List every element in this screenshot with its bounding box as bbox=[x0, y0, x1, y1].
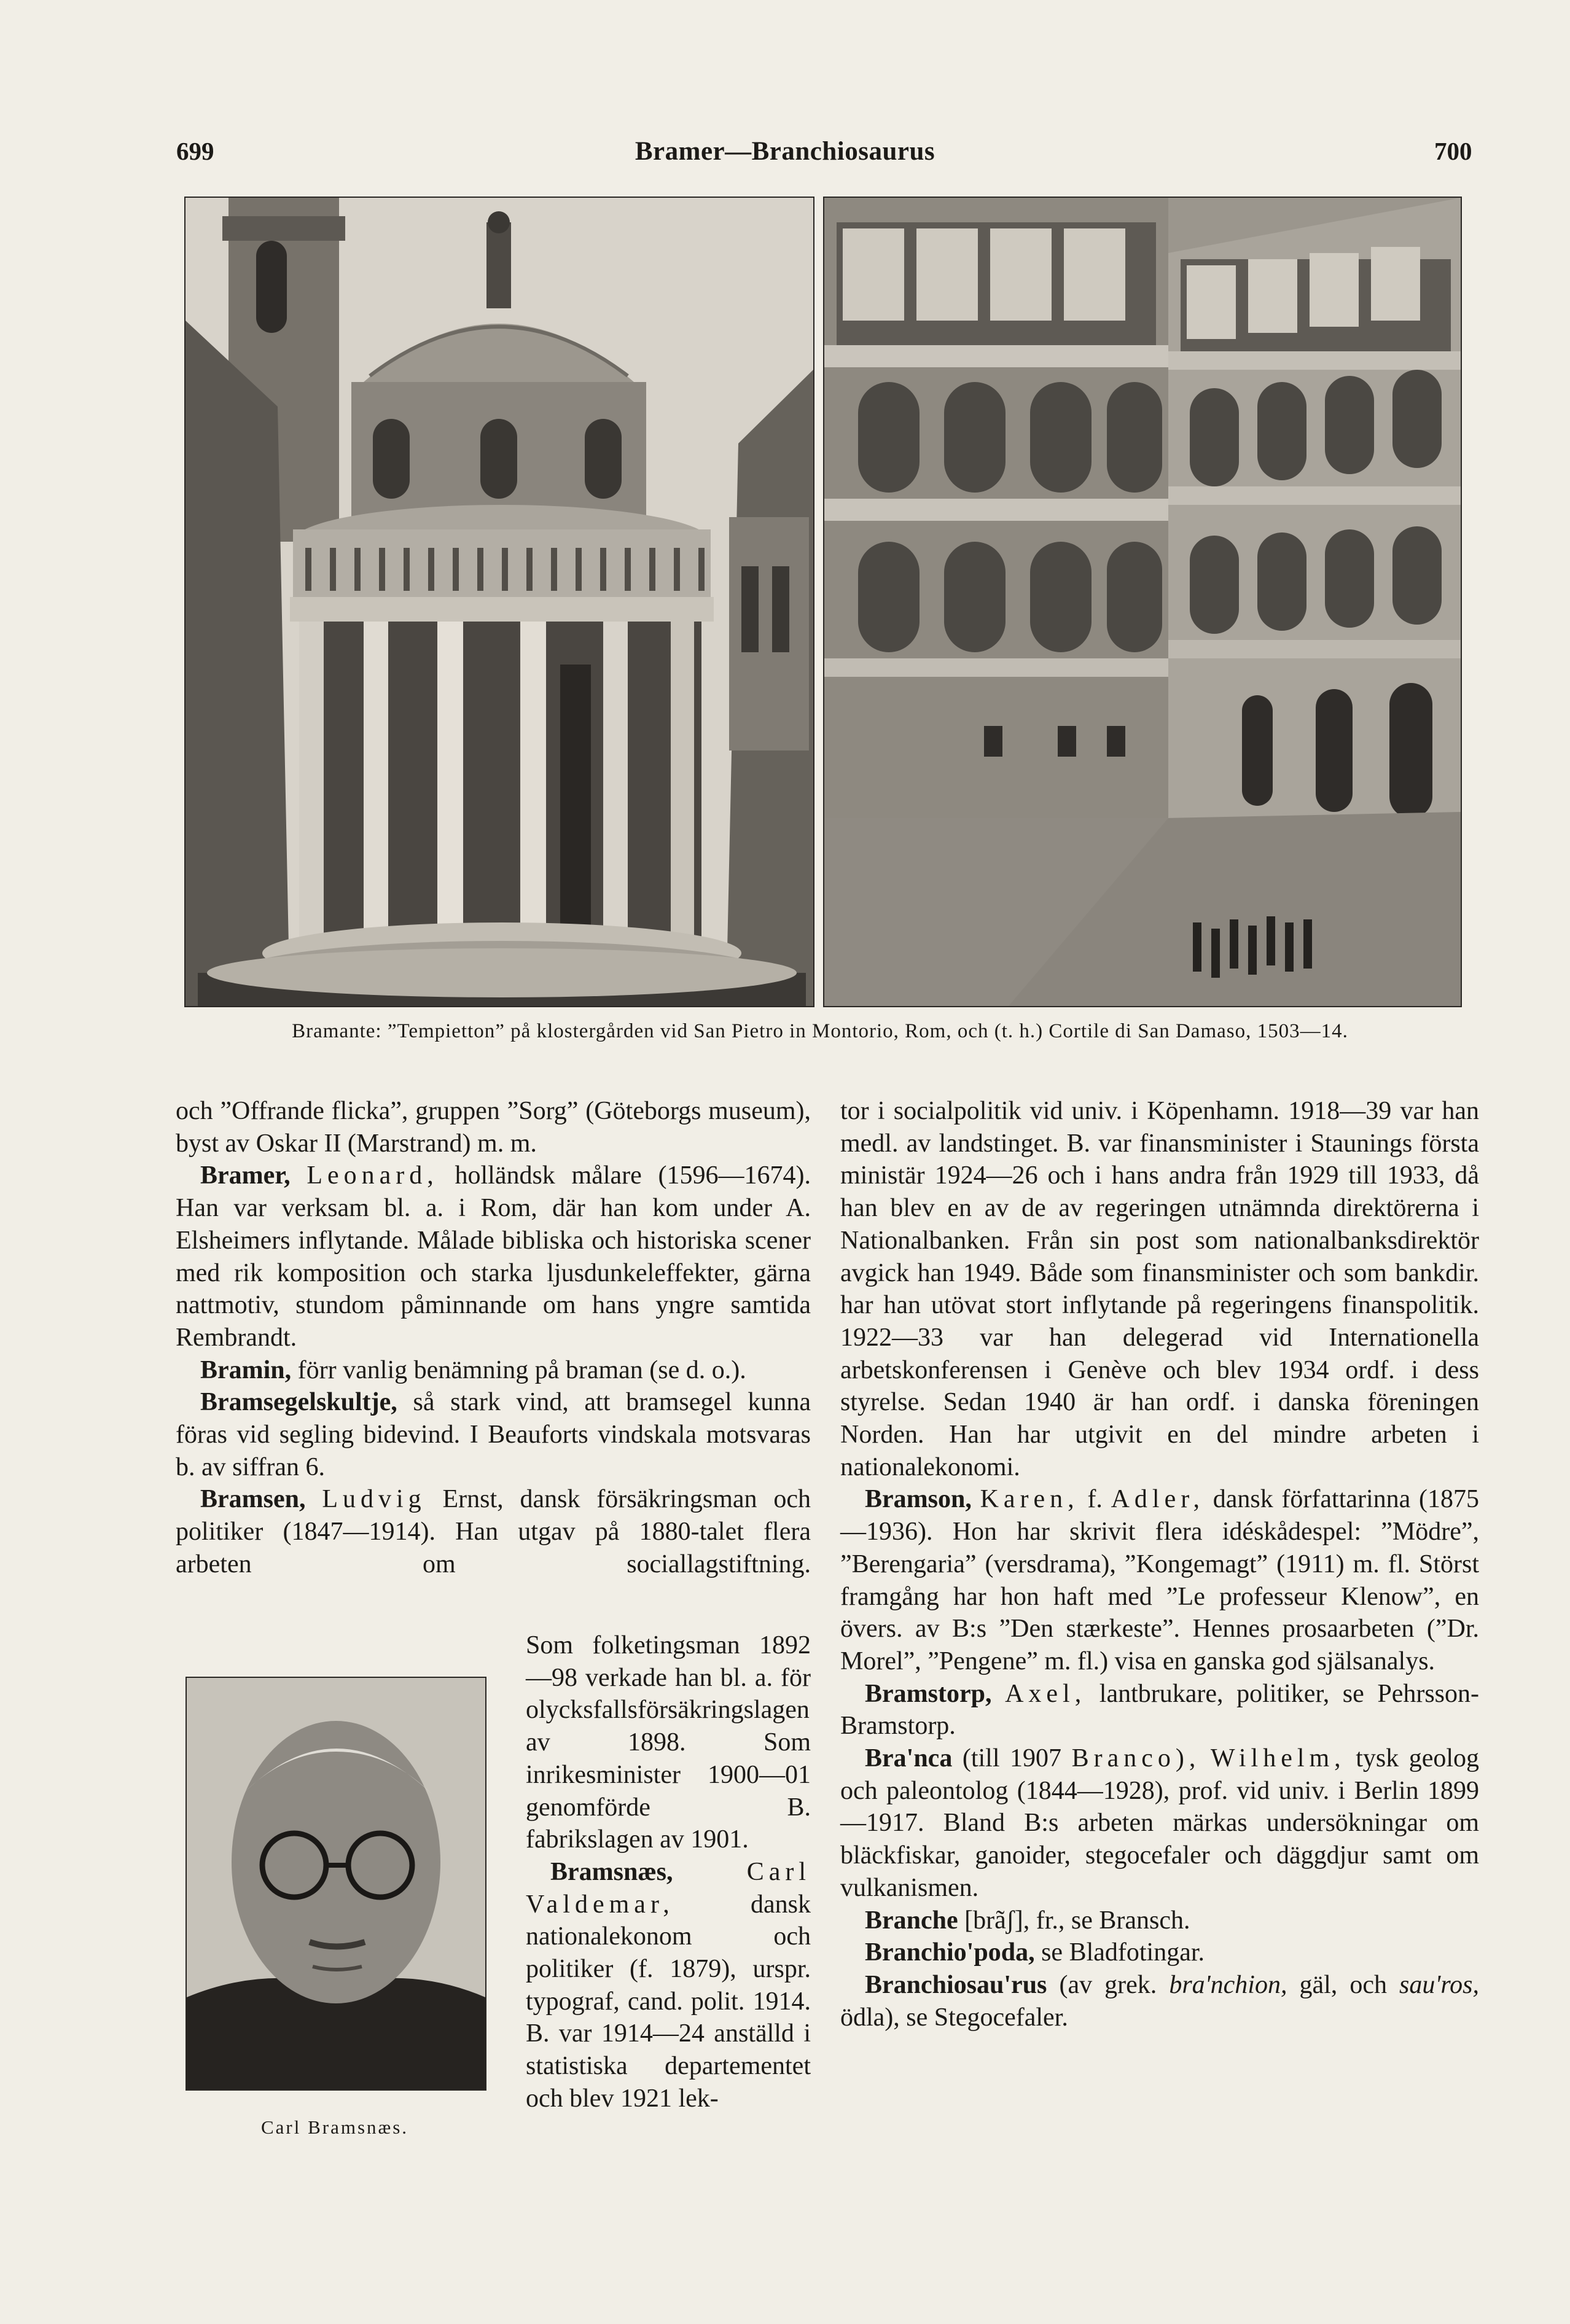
page-number-right: 700 bbox=[1434, 137, 1472, 165]
entry-bramstorp bbox=[840, 1678, 1479, 1742]
given-name: Karen, bbox=[980, 1485, 1079, 1514]
greek-word: sau'ros, bbox=[1399, 1970, 1480, 1999]
entry-text: dansk nationalekonom och politiker (f. 1879), urspr. typograf, cand. polit. 1914. B. var 1914—24 anställd i statistiska departementet och blev 1921 lek- bbox=[526, 1890, 811, 2113]
entry-text: holländsk målare (1596—1674). Han var verksam bl. a. i Rom, där han kom under A. Elsheimers inflytande. Målade bibliska och historiska scener med rik komposition och starka ljusdunkeleffekter, gärna nattmotiv, stundom påminnande om hans yngre samtida Rembrandt. bbox=[176, 1161, 811, 1352]
entry-bramer bbox=[176, 1160, 811, 1354]
entry-branchiopoda bbox=[840, 1936, 1479, 1969]
entry-branchiosaurus bbox=[840, 1969, 1479, 2033]
entry-text: så stark vind, att bramsegel kunna föras vid segling bidevind. I Beauforts vindskala motsvaras b. av siffran 6. bbox=[176, 1388, 811, 1481]
headword: Bramer, bbox=[200, 1161, 291, 1190]
former-name: Branco), bbox=[1071, 1744, 1201, 1773]
entry-text: tysk geolog och paleontolog (1844—1928), prof. vid univ. i Berlin 1899—1917. Bland B:s arbeten märkas undersökningar om bläckfiskar, ganoider, stegocefaler och däggdjur samt om vulkanismen. bbox=[840, 1744, 1480, 1902]
entry-text: (av grek. bbox=[1059, 1970, 1157, 1999]
entry-bramsegelskultje bbox=[176, 1386, 811, 1483]
tempietto-photo bbox=[184, 197, 814, 1007]
entry-text: Ernst, dansk försäkringsman och politiker (1847—1914). Han utgav på 1880-talet flera arbeten om sociallagstiftning. bbox=[176, 1485, 811, 1578]
headword: Bramin, bbox=[200, 1355, 292, 1384]
given-name: Axel, bbox=[1005, 1679, 1087, 1708]
entry-text: [brãʃ], fr., se Bransch. bbox=[964, 1906, 1190, 1935]
entry-bramsnaes bbox=[526, 1856, 811, 2115]
left-column-narrow bbox=[526, 1629, 811, 2115]
entry-text: förr vanlig benämning på braman (se d. o.). bbox=[297, 1355, 746, 1384]
headword: Bra'nca bbox=[865, 1744, 953, 1773]
continued-entry: och ”Offrande flicka”, gruppen ”Sorg” (Göteborgs museum), byst av Oskar II (Marstrand) m. m. bbox=[176, 1097, 811, 1158]
headword: Branche bbox=[865, 1906, 958, 1935]
entry-text: (till 1907 bbox=[962, 1744, 1062, 1773]
entry-text: gäl, och bbox=[1299, 1970, 1387, 1999]
entry-branca bbox=[840, 1742, 1479, 1905]
headword: Branchio'poda, bbox=[865, 1938, 1035, 1967]
page-number-left: 699 bbox=[176, 137, 214, 165]
greek-word: bra'nchion, bbox=[1169, 1970, 1287, 1999]
entry-bramin bbox=[176, 1354, 811, 1387]
entry-text: lantbrukare, politiker, se Pehrsson-Bramstorp. bbox=[840, 1679, 1480, 1741]
given-name: Wilhelm, bbox=[1210, 1744, 1346, 1773]
headword: Bramsen, bbox=[200, 1485, 306, 1514]
headword: Bramson, bbox=[865, 1485, 972, 1514]
entry-bramsen bbox=[176, 1483, 811, 1613]
maiden-name: Adler, bbox=[1111, 1485, 1205, 1514]
given-name: Ludvig bbox=[322, 1485, 426, 1514]
headword: Bramsegelskultje, bbox=[200, 1388, 397, 1417]
entry-bramson bbox=[840, 1483, 1479, 1677]
headword: Branchiosau'rus bbox=[865, 1970, 1047, 1999]
running-head: Bramer—Branchiosaurus bbox=[635, 137, 935, 166]
entry-text: dansk författarinna (1875—1936). Hon har skrivit flera idéskådespel: ”Mödre”, ”Berengaria” (versdrama), ”Kongemagt” (1911) m. fl. Störst framgång har hon haft med ”Le professeur Klenow”, en övers. av B:s ”Den stærkeste”. Hennes prosaarbeten (”Dr. Morel”, ”Pengene” m. fl.) visa en ganska god själsanalys. bbox=[840, 1485, 1479, 1675]
portrait-caption: Carl Bramsnæs. bbox=[260, 2116, 409, 2138]
entry-text: se Bladfotingar. bbox=[1041, 1938, 1205, 1967]
given-name: Leonard, bbox=[307, 1161, 439, 1190]
left-column-top bbox=[176, 1095, 811, 1613]
entry-bramsnaes-continued: tor i socialpolitik vid univ. i Köpenhamn. 1918—39 var han medl. av landstinget. B. var finansminister i Staunings första ministär 1924—26 och i hans andra från 1929 till 1933, då han blev en av de av regeringen utnämnda direktörerna i Nationalbanken. Från sin post som nationalbanksdirektör avgick han 1949. Både som finansminister och som bankdir. har han utövat stort inflytande på regeringens finanspolitik. 1922—33 var han delegerad vid Internationella arbetskonferensen i Genève och blev 1934 ordf. i dess styrelse. Sedan 1940 är han ordf. i danska föreningen Norden. Han har utgivit en del mindre arbeten i nationalekonomi. bbox=[840, 1097, 1479, 1481]
figure-caption: Bramante: ”Tempietton” på klostergården vid San Pietro in Montorio, Rom, och (t. h.) Cortile di San Damaso, 1503—14. bbox=[292, 1020, 1348, 1042]
headword: Bramsnæs, bbox=[550, 1857, 673, 1886]
entry-bramsen-continued: Som folketingsman 1892—98 verkade han bl. a. för olycksfallsförsäkringslagen av 1898. Som inrikesminister 1900—01 genomförde B. fabrikslagen av 1901. bbox=[526, 1631, 811, 1854]
entry-branche bbox=[840, 1905, 1479, 1937]
given-name: Valdemar, bbox=[526, 1890, 674, 1919]
headword: Bramstorp, bbox=[865, 1679, 992, 1708]
cortile-photo bbox=[823, 197, 1462, 1007]
bramsnaes-portrait bbox=[186, 1677, 486, 2091]
right-column bbox=[840, 1095, 1479, 2033]
entry-text: f. bbox=[1087, 1485, 1103, 1514]
given-name: Carl bbox=[746, 1857, 811, 1886]
entry-text: ödla), se Stegocefaler. bbox=[840, 2003, 1068, 2032]
